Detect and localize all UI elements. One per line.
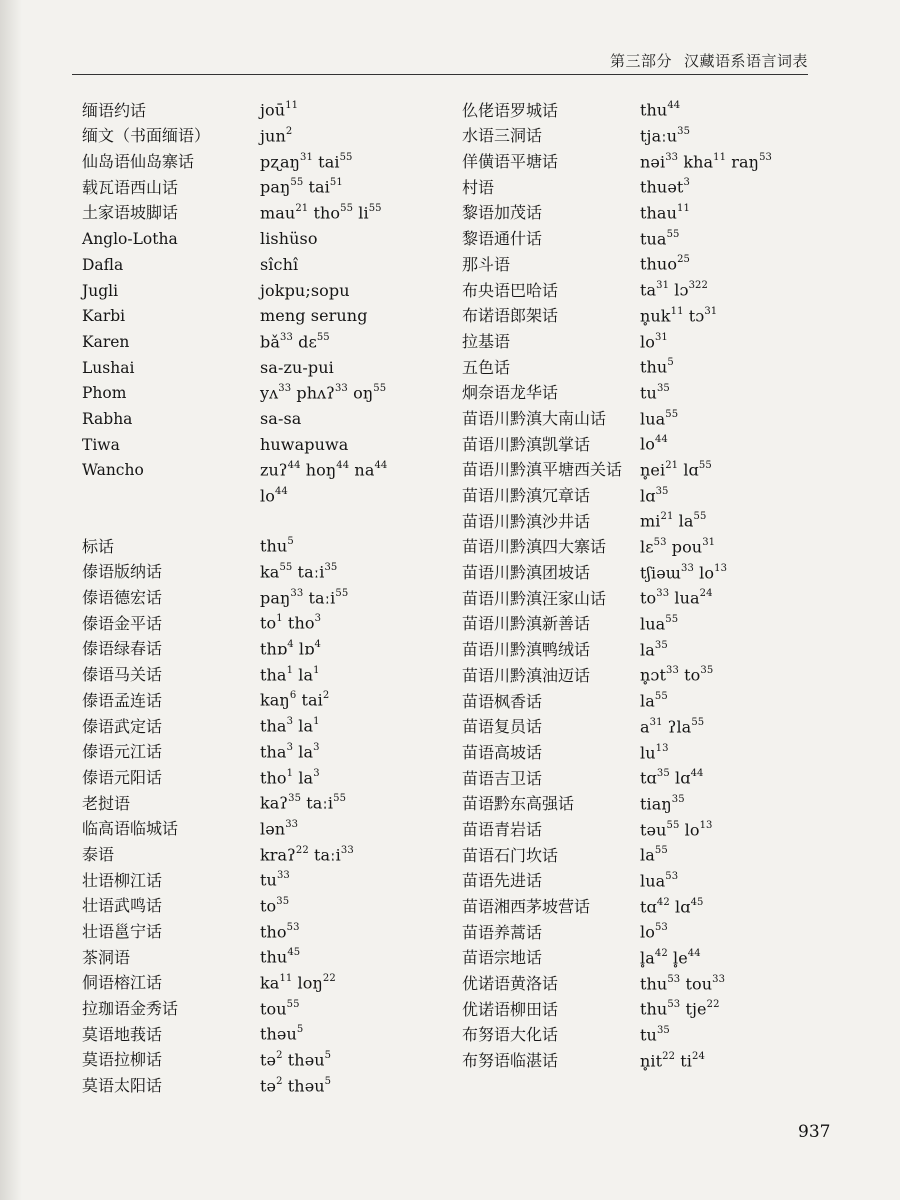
dialect-name: Karen <box>82 332 130 351</box>
word-entry-row <box>82 1019 412 1045</box>
word-entry-row <box>462 1020 802 1046</box>
word-entry-row <box>82 275 412 301</box>
transcription: $to^{35}$ <box>260 895 290 916</box>
word-entry-row <box>462 403 802 429</box>
dialect-name: 缅文（书面缅语） <box>82 126 211 146</box>
dialect-name: 标话 <box>82 536 115 556</box>
dialect-name: Rabha <box>82 409 133 428</box>
dialect-name: 苗语高坡话 <box>462 742 543 762</box>
word-entry-row <box>82 814 412 840</box>
transcription: thu$^5$ <box>640 357 674 377</box>
transcription: lɑ$^{35}$ <box>640 485 669 505</box>
dialect-name: 布努语临湛话 <box>462 1051 559 1071</box>
word-entry-row <box>462 95 802 121</box>
word-entry-row <box>462 301 802 327</box>
dialect-name: Tiwa <box>82 435 120 454</box>
transcription: tjaːu$^{35}$ <box>640 126 691 146</box>
word-entry-row <box>462 840 802 866</box>
transcription: $n̥it^{22}$ $ti^{24}$ <box>640 1050 705 1071</box>
word-entry-row <box>82 711 412 737</box>
dialect-name: 苗语枫香话 <box>462 691 543 711</box>
word-entry-row <box>82 249 412 275</box>
transcription: sîchî <box>260 254 299 274</box>
dialect-name: 苗语湘西茅坡营话 <box>462 897 591 916</box>
word-entry-row <box>82 993 412 1019</box>
transcription: $lu^{13}$ <box>640 742 669 762</box>
word-entry-row <box>82 916 412 942</box>
word-entry-row <box>462 429 802 455</box>
word-entry-row <box>82 1070 412 1096</box>
dialect-name: 布努语大化话 <box>462 1025 559 1045</box>
transcription: lua$^{55}$ <box>640 614 679 634</box>
word-entry-row <box>82 608 412 634</box>
dialect-name: 土家语坡脚话 <box>82 203 179 223</box>
word-entry-row <box>82 634 412 660</box>
transcription: tə$^2$ thəu$^5$ <box>260 1050 332 1070</box>
dialect-name: 傣语武定话 <box>82 716 163 736</box>
transcription: təu$^{55}$ $lo^{13}$ <box>640 819 713 839</box>
dialect-name: 村语 <box>462 177 495 197</box>
word-entry-row <box>82 455 412 481</box>
dialect-name: Anglo-Lotha <box>82 230 178 249</box>
transcription: $n̥uk^{11}$ tɔ$^{31}$ <box>640 305 718 326</box>
word-entry-row <box>462 275 802 301</box>
dialect-name: 仙岛语仙岛寨话 <box>82 152 195 172</box>
word-entry-row <box>462 506 802 532</box>
word-entry-row <box>82 968 412 994</box>
transcription: thu$^{45}$ <box>260 947 301 967</box>
word-entry-row <box>462 583 802 609</box>
dialect-name: 苗语宗地话 <box>462 948 543 968</box>
transcription: jokpu;sopu <box>260 280 350 300</box>
dialect-name: 拉基语 <box>462 331 511 351</box>
word-entry-row <box>462 172 802 198</box>
word-entry-row <box>82 198 412 224</box>
dialect-name: 莫语拉柳话 <box>82 1050 163 1070</box>
dialect-name: 傣语元阳话 <box>82 767 163 787</box>
transcription: tua$^{55}$ <box>640 228 680 249</box>
dialect-name: 傣语元江话 <box>82 742 163 762</box>
dialect-name: 苗语复员话 <box>462 717 543 737</box>
dialect-name: 那斗语 <box>462 254 511 274</box>
dialect-name: 莫语地莪话 <box>82 1024 163 1044</box>
word-entry-row <box>82 582 412 608</box>
dialect-name: Phom <box>82 384 127 403</box>
dialect-name: 仫佬语罗城话 <box>462 100 559 120</box>
dialect-name: 苗语川黔滇鸭绒话 <box>462 640 591 660</box>
word-entry-row <box>462 712 802 738</box>
transcription: $lo^{44}$ <box>640 434 668 454</box>
word-entry-row <box>82 788 412 814</box>
word-entry-row <box>462 737 802 763</box>
transcription: $la^{55}$ <box>640 845 668 865</box>
dialect-name: 老挝语 <box>82 793 131 813</box>
dialect-name: 苗语川黔滇四大寨话 <box>462 537 607 557</box>
transcription: $ka^{55}$ taːi$^{35}$ <box>260 562 338 582</box>
transcription: paŋ$^{33}$ taːi$^{55}$ <box>260 587 349 608</box>
transcription: thəu$^5$ <box>260 1024 304 1044</box>
word-entry-row <box>82 865 412 891</box>
word-entry-row <box>462 557 802 583</box>
transcription: $n̥ei^{21}$ lɑ$^{55}$ <box>640 459 712 480</box>
transcription: $lo^{31}$ <box>640 331 668 351</box>
transcription: sa-sa <box>260 408 302 428</box>
transcription: $mi^{21}$ $la^{55}$ <box>640 511 707 531</box>
dialect-name: 苗语川黔滇平塘西关话 <box>462 460 623 480</box>
dialect-name: Jugli <box>82 281 119 300</box>
transcription: tha$^3$ $la^1$ <box>260 716 320 736</box>
dialect-name: 苗语川黔滇沙井话 <box>462 511 591 531</box>
word-entry-row <box>82 172 412 198</box>
dialect-name: 苗语先进话 <box>462 871 543 891</box>
transcription: thau$^{11}$ <box>640 203 690 223</box>
dialect-name: 傣语绿春话 <box>82 639 163 659</box>
word-entry-row <box>462 352 802 378</box>
word-entry-row <box>462 943 802 969</box>
dialect-name: 布诺语郎架话 <box>462 306 559 326</box>
word-entry-row <box>462 968 802 994</box>
word-entry-row <box>462 455 802 481</box>
word-entry-row <box>462 1045 802 1071</box>
word-entry-row <box>462 249 802 275</box>
transcription: lua$^{55}$ <box>640 408 679 428</box>
running-header <box>610 50 845 72</box>
transcription: $tu^{35}$ <box>640 382 670 403</box>
word-entry-row <box>82 95 412 121</box>
dialect-name: 苗语川黔滇大南山话 <box>462 408 607 428</box>
transcription: $bǎ^{33}$ dɛ$^{55}$ <box>260 331 330 351</box>
word-entry-row <box>462 891 802 917</box>
word-entry-row <box>82 659 412 685</box>
transcription: joū$^{11}$ <box>260 100 299 120</box>
dialect-name: 傣语马关话 <box>82 665 163 685</box>
dialect-name: 五色话 <box>462 357 511 377</box>
page-number: 937 <box>798 1122 831 1142</box>
transcription: lɛ$^{53}$ pou$^{31}$ <box>640 537 716 557</box>
transcription: thu$^{53}$ tje$^{22}$ <box>640 999 720 1019</box>
word-entry-row <box>82 891 412 917</box>
dialect-name: 优诺语柳田话 <box>462 999 559 1019</box>
transcription: $ka^{11}$ loŋ$^{22}$ <box>260 973 336 993</box>
transcription: jun$^2$ <box>260 126 293 146</box>
transcription: thuət$^3$ <box>640 177 690 197</box>
transcription: paŋ$^{55}$ tai$^{51}$ <box>260 177 343 197</box>
dialect-name: 苗语川黔滇冗章话 <box>462 486 591 505</box>
dialect-name: 傣语德宏话 <box>82 588 163 608</box>
dialect-name: Lushai <box>82 358 135 377</box>
dialect-name: 布央语巴哈话 <box>462 280 559 300</box>
transcription: tiaŋ$^{35}$ <box>640 793 685 814</box>
transcription: thu$^{44}$ <box>640 100 681 120</box>
dialect-name: 傣语版纳话 <box>82 562 163 582</box>
word-entry-row <box>462 814 802 840</box>
word-entry-row <box>82 352 412 378</box>
word-entry-row <box>82 223 412 249</box>
word-entry-row <box>462 994 802 1020</box>
dialect-name: 侗语榕江话 <box>82 973 163 993</box>
dialect-name: 临高语临城话 <box>82 819 179 839</box>
transcription: $l̥a^{42}$ $l̥e^{44}$ <box>640 948 701 968</box>
word-entry-row <box>82 531 412 557</box>
transcription: pʐaŋ$^{31}$ tai$^{55}$ <box>260 151 353 172</box>
transcription: $lo^{53}$ <box>640 922 668 942</box>
dialect-name: Wancho <box>82 461 144 480</box>
header-part: 第三部分 <box>610 52 673 70</box>
left-column <box>82 95 412 1096</box>
transcription: $tu^{35}$ <box>640 1025 670 1045</box>
header-title: 汉藏语系语言词表 <box>684 52 809 70</box>
word-entry-row <box>82 301 412 327</box>
transcription: kaʔ$^{35}$ taːi$^{55}$ <box>260 793 347 813</box>
transcription: tho$^{53}$ <box>260 921 300 941</box>
transcription: tɑ$^{35}$ lɑ$^{44}$ <box>640 768 704 788</box>
dialect-name: 莫语太阳话 <box>82 1076 163 1096</box>
word-entry-row <box>82 326 412 352</box>
word-entry-row <box>82 146 412 172</box>
transcription: $la^{35}$ <box>640 639 668 660</box>
word-entry-row <box>462 223 802 249</box>
transcription: kraʔ$^{22}$ taːi$^{33}$ <box>260 844 354 864</box>
transcription: lən$^{33}$ <box>260 818 299 839</box>
dialect-name: 傣语金平话 <box>82 613 163 633</box>
word-entry-row <box>462 686 802 712</box>
transcription: thu$^{53}$ tou$^{33}$ <box>640 973 726 994</box>
transcription: nəi$^{33}$ kha$^{11}$ raŋ$^{53}$ <box>640 151 773 172</box>
word-entry-row <box>462 609 802 635</box>
dialect-name: 泰语 <box>82 844 115 864</box>
word-entry-row <box>82 557 412 583</box>
transcription: lishüso <box>260 229 318 249</box>
dialect-name: 拉珈语金秀话 <box>82 999 179 1019</box>
word-entry-row <box>82 839 412 865</box>
word-entry-row <box>462 326 802 352</box>
dialect-name: 傣语孟连话 <box>82 690 163 710</box>
transcription: $to^{33}$ lua$^{24}$ <box>640 588 713 608</box>
word-entry-row <box>462 660 802 686</box>
transcription: tʃiəɯ$^{33}$ $lo^{13}$ <box>640 562 728 583</box>
dialect-name: 炯奈语龙华话 <box>462 383 559 403</box>
page-gutter-shade <box>0 0 22 1200</box>
word-entry-row <box>462 146 802 172</box>
dialect-name: 水语三洞话 <box>462 126 543 146</box>
transcription: mau$^{21}$ tho$^{55}$ $li^{55}$ <box>260 203 382 223</box>
transcription: meng serung <box>260 306 368 326</box>
dialect-name: 佯僙语平塘话 <box>462 152 559 172</box>
transcription: yʌ$^{33}$ phʌʔ$^{33}$ $oŋ^{55}$ <box>260 382 387 403</box>
dialect-name: 苗语川黔滇凯掌话 <box>462 434 591 454</box>
dialect-name: 优诺语黄洛话 <box>462 974 559 994</box>
word-entry-row <box>82 762 412 788</box>
word-entry-row <box>82 121 412 147</box>
dialect-name: 壮语柳江话 <box>82 870 163 890</box>
dialect-name: 苗语川黔滇团坡话 <box>462 563 591 583</box>
word-entry-row <box>462 198 802 224</box>
dialect-name: 黎语通什话 <box>462 229 543 249</box>
dialect-name: 苗语川黔滇新善话 <box>462 614 591 634</box>
word-entry-row <box>82 378 412 404</box>
word-entry-row <box>462 378 802 404</box>
dialect-name: 缅语约话 <box>82 100 147 120</box>
word-entry-row <box>82 685 412 711</box>
transcription: thu$^5$ <box>260 536 294 556</box>
transcription: tho$^1$ $la^3$ <box>260 767 320 787</box>
word-entry-row <box>82 1045 412 1071</box>
dialect-name: 壮语武鸣话 <box>82 896 163 916</box>
transcription: tha$^3$ $la^3$ <box>260 741 320 762</box>
dialect-name: 载瓦语西山话 <box>82 177 179 197</box>
dialect-name: 苗语川黔滇油迈话 <box>462 665 591 685</box>
word-entry-row <box>462 917 802 943</box>
word-entry-row <box>462 480 802 506</box>
dialect-name: 苗语黔东高强话 <box>462 794 575 814</box>
header-rule <box>72 74 808 75</box>
transcription: tha$^1$ $la^1$ <box>260 664 320 685</box>
word-entry-row <box>462 121 802 147</box>
dialect-name: 茶洞语 <box>82 947 131 967</box>
right-column <box>462 95 802 1071</box>
word-entry-row <box>462 866 802 892</box>
word-entry-row <box>462 789 802 815</box>
word-entry-row <box>82 942 412 968</box>
dialect-name: 苗语青岩话 <box>462 819 543 839</box>
transcription: tə$^2$ thəu$^5$ <box>260 1075 332 1096</box>
transcription: $la^{55}$ <box>640 691 668 711</box>
word-entry-row <box>82 403 412 429</box>
transcription: thuo$^{25}$ <box>640 254 691 274</box>
transcription: kaŋ$^6$ tai$^2$ <box>260 690 330 710</box>
dialect-name: 壮语邕宁话 <box>82 922 163 941</box>
transcription: tɑ$^{42}$ lɑ$^{45}$ <box>640 896 704 916</box>
dialect-name: Dafla <box>82 255 124 274</box>
transcription: zuʔ$^{44}$ hoŋ$^{44}$ $na^{44}$ <box>260 459 388 480</box>
transcription: $a^{31}$ ʔla$^{55}$ <box>640 716 705 737</box>
transcription: tou$^{55}$ <box>260 998 300 1019</box>
word-entry-row <box>462 763 802 789</box>
dialect-name: 苗语川黔滇汪家山话 <box>462 588 607 608</box>
word-entry-row <box>462 532 802 558</box>
dialect-name: 苗语养蒿话 <box>462 922 543 942</box>
transcription: n̥ɔt$^{33}$ $to^{35}$ <box>640 665 714 685</box>
dialect-name: Karbi <box>82 307 126 326</box>
transcription: thɒ$^4$ lɒ$^4$ <box>260 639 321 659</box>
transcription: huwapuwa <box>260 434 349 454</box>
transcription: lua$^{53}$ <box>640 870 679 891</box>
dialect-name: 黎语加茂话 <box>462 203 543 223</box>
transcription: sa-zu-pui <box>260 357 334 377</box>
dialect-name: 苗语吉卫话 <box>462 768 543 788</box>
transcription: $tu^{33}$ <box>260 870 290 890</box>
word-entry-row <box>82 429 412 455</box>
transcription: $to^1$ tho$^3$ <box>260 613 322 633</box>
word-entry-row <box>82 480 412 506</box>
transcription: $ta^{31}$ lɔ$^{322}$ <box>640 280 708 300</box>
word-entry-row <box>82 737 412 763</box>
dialect-name: 苗语石门坎话 <box>462 845 559 865</box>
word-entry-row <box>462 634 802 660</box>
transcription: $lo^{44}$ <box>260 485 288 505</box>
